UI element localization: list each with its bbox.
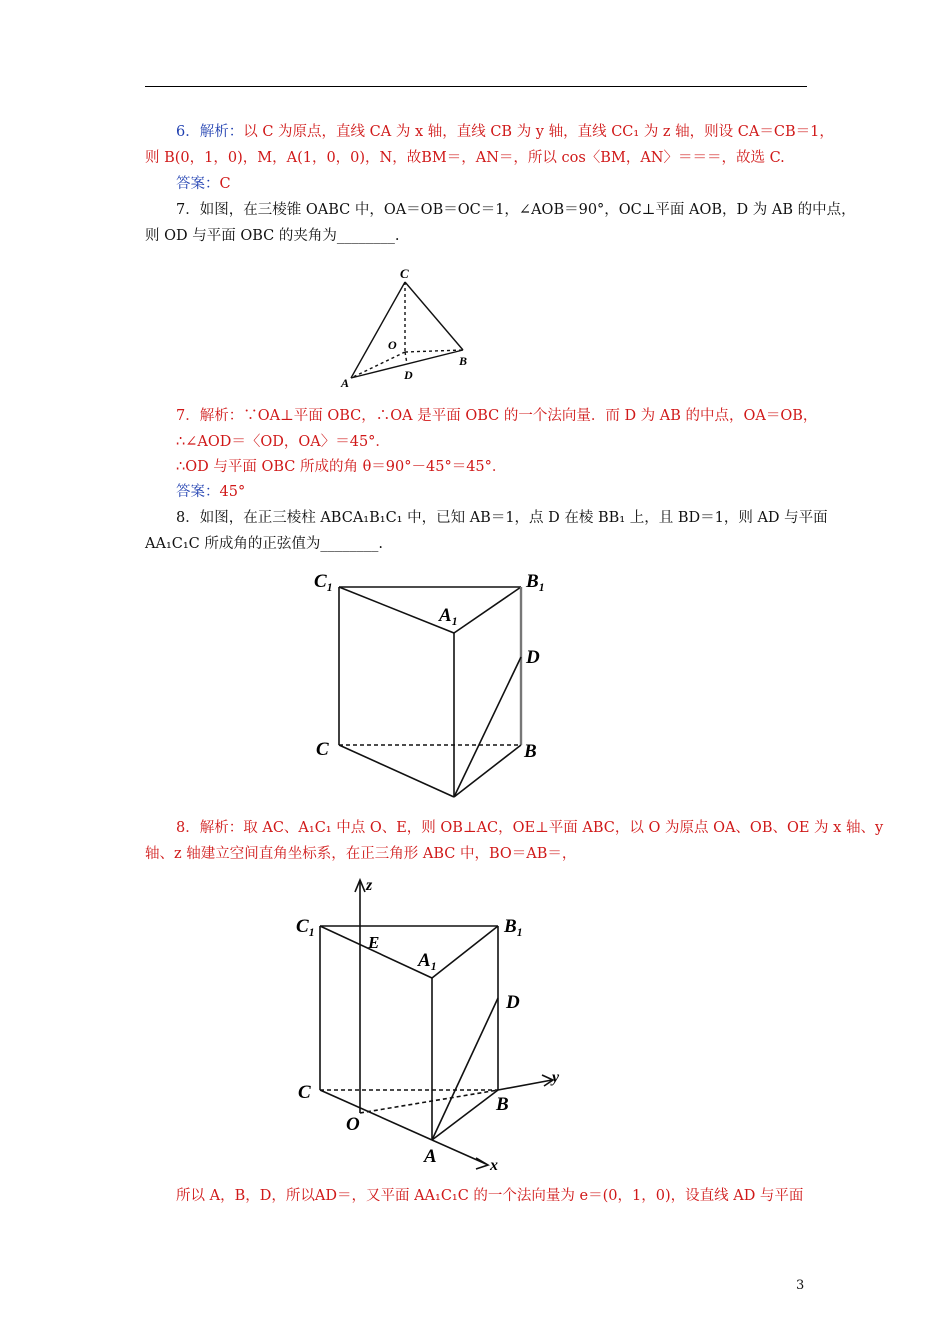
q8f2-label-x: x — [490, 1157, 498, 1172]
q6-analysis-line1: 6．解析：以 C 为原点，直线 CA 为 x 轴，直线 CB 为 y 轴，直线 CC₁ 为 z 轴，则设 CA＝CB＝1， — [176, 124, 834, 140]
q8-analysis-line2: 轴、z 轴建立空间直角坐标系，在正三角形 ABC 中，BO＝AB＝， — [145, 846, 577, 862]
q7-label-c: C — [400, 266, 409, 281]
q7-answer-value: 45° — [219, 484, 246, 500]
q8-question-line2: AA₁C₁C 所成角的正弦值为________. — [145, 536, 383, 552]
q8-coordinate-figure — [290, 868, 562, 1172]
q7-answer — [176, 482, 846, 502]
q8f2-label-o: O — [346, 1114, 360, 1135]
q8-label-c1: C₁ — [314, 571, 334, 592]
header-rule — [145, 86, 807, 87]
q8-label-b1: B₁ — [526, 571, 546, 592]
q7-figure — [337, 260, 487, 390]
q6-answer-value: C — [219, 176, 231, 192]
q8-coordinate-diagram — [290, 868, 562, 1172]
q7-question-line1: 7．如图，在三棱锥 OABC 中，OA＝OB＝OC＝1，∠AOB＝90°，OC⊥平面 AOB，D 为 AB 的中点， — [176, 202, 856, 218]
q8f2-label-z: z — [366, 877, 373, 894]
q7-label-d: D — [404, 368, 413, 382]
q8-label-b: B — [524, 741, 537, 762]
page-number: 3 — [796, 1278, 805, 1293]
q8f2-label-y: y — [552, 1069, 560, 1086]
q7-question-line2: 则 OD 与平面 OBC 的夹角为________. — [145, 228, 400, 244]
q6-analysis-label: 6．解析： — [176, 124, 244, 140]
q7-answer-label: 答案： — [176, 484, 220, 500]
q8-label-a1: A₁ — [439, 605, 459, 626]
q7-label-o: O — [388, 338, 397, 352]
q8-tail-line1: 所以 A，B，D，所以AD＝，又平面 AA₁C₁C 的一个法向量为 e＝(0，1，0)，设直线 AD 与平面 — [176, 1188, 804, 1204]
q6-analysis-line2: 则 B(0，1，0)，M，A(1，0，0)，N，故BM＝，AN＝，所以 cos〈BM，AN〉＝＝＝，故选 C. — [145, 150, 785, 166]
q7-label-b: B — [459, 354, 468, 368]
q8-analysis-label: 8．解析： — [176, 820, 244, 836]
q7-analysis-line1: 7．解析：∵OA⊥平面 OBC，∴OA 是平面 OBC 的一个法向量．而 D 为 AB 的中点，OA＝OB， — [176, 408, 818, 424]
q7-tetrahedron-diagram — [337, 260, 487, 390]
q8f2-label-c1: C₁ — [296, 916, 316, 937]
q8f2-label-a: A — [424, 1146, 437, 1167]
q7-analysis-line3: ∴OD 与平面 OBC 所成的角 θ＝90°－45°＝45°． — [176, 459, 507, 475]
q8f2-label-b: B — [496, 1094, 509, 1115]
q8f2-label-d: D — [506, 992, 520, 1013]
q8f2-label-c: C — [298, 1082, 311, 1103]
q8-question-line1: 8．如图，在正三棱柱 ABCA₁B₁C₁ 中，已知 AB＝1，点 D 在棱 BB₁ 上，且 BD＝1，则 AD 与平面 — [176, 510, 828, 526]
q8f2-label-a1: A₁ — [418, 950, 438, 971]
q8f2-label-e: E — [368, 933, 380, 952]
q8-prism-diagram — [308, 563, 556, 808]
q8-analysis-line1: 8．解析：取 AC、A₁C₁ 中点 O、E，则 OB⊥AC，OE⊥平面 ABC，以 O 为原点 OA、OB、OE 为 x 轴、y — [176, 820, 884, 836]
q6-answer-label: 答案： — [176, 176, 220, 192]
q8-label-c: C — [316, 739, 329, 760]
q6-answer — [176, 174, 846, 194]
q8-figure — [308, 563, 556, 808]
q7-analysis-line2: ∴∠AOD＝〈OD，OA〉＝45°． — [176, 434, 390, 450]
q8f2-label-b1: B₁ — [504, 916, 524, 937]
q7-label-a: A — [341, 376, 350, 390]
q7-analysis-label: 7．解析： — [176, 408, 244, 424]
q8-label-d: D — [526, 647, 540, 668]
